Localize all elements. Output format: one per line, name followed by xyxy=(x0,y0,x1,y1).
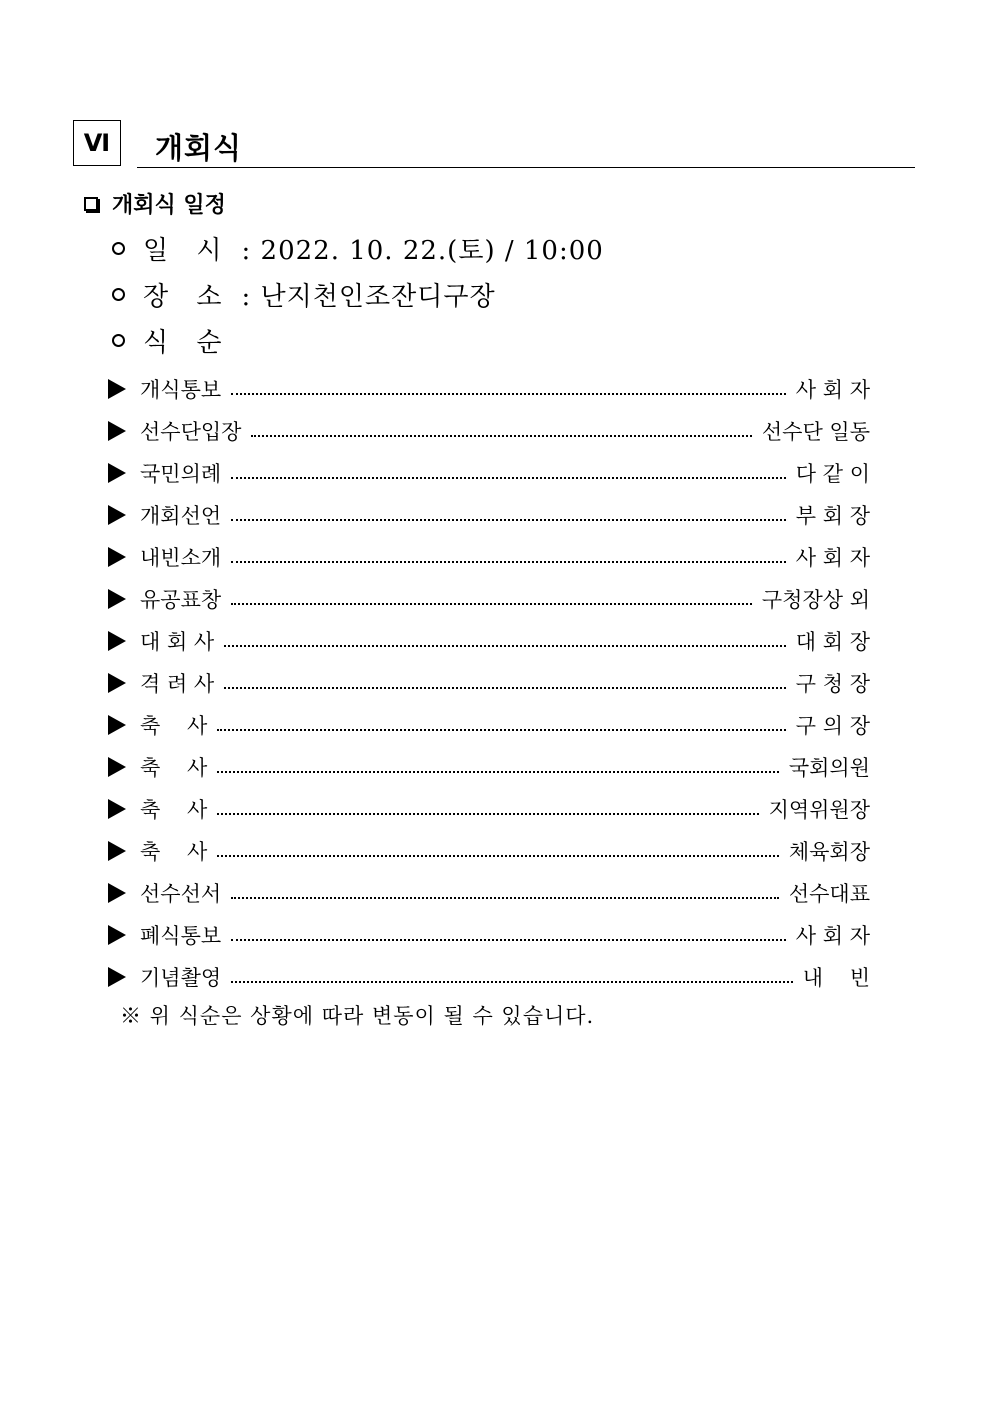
info-value: : 난지천인조잔디구장 xyxy=(241,282,496,312)
info-line-place xyxy=(112,276,496,313)
program-item-person: 선수대표 xyxy=(788,882,870,906)
triangle-bullet-icon xyxy=(108,421,126,441)
triangle-bullet-icon xyxy=(108,841,126,861)
info-line-program xyxy=(112,322,234,359)
program-row xyxy=(108,788,870,830)
subsection-title: 개회식 일정 xyxy=(112,193,226,218)
program-item-person: 국회의원 xyxy=(788,756,870,780)
program-item-person: 체육회장 xyxy=(788,840,870,864)
program-item-person: 지역위원장 xyxy=(768,798,870,822)
program-item-label: 기념촬영 xyxy=(140,966,222,990)
program-item-person: 구청장상 외 xyxy=(761,588,870,612)
program-item-person: 내 빈 xyxy=(802,966,870,990)
program-item-person: 선수단 일동 xyxy=(761,420,870,444)
section-header xyxy=(73,120,915,170)
program-row xyxy=(108,704,870,746)
triangle-bullet-icon xyxy=(108,715,126,735)
program-item-label: 내빈소개 xyxy=(140,546,222,570)
dotted-leader xyxy=(231,895,779,899)
program-item-label: 축 사 xyxy=(140,714,208,738)
program-row xyxy=(108,368,870,410)
triangle-bullet-icon xyxy=(108,673,126,693)
program-row xyxy=(108,536,870,578)
program-row xyxy=(108,620,870,662)
program-row xyxy=(108,578,870,620)
program-item-person: 사 회 자 xyxy=(795,378,870,402)
triangle-bullet-icon xyxy=(108,757,126,777)
program-item-person: 대 회 장 xyxy=(795,630,870,654)
program-item-person: 구 청 장 xyxy=(795,672,870,696)
dotted-leader xyxy=(224,643,786,647)
circle-bullet-icon xyxy=(112,334,125,347)
dotted-leader xyxy=(231,601,752,605)
dotted-leader xyxy=(217,727,786,731)
note-text: ※ 위 식순은 상황에 따라 변동이 될 수 있습니다. xyxy=(120,1004,595,1028)
triangle-bullet-icon xyxy=(108,799,126,819)
program-item-person: 구 의 장 xyxy=(795,714,870,738)
program-item-person: 사 회 자 xyxy=(795,546,870,570)
program-item-label: 선수단입장 xyxy=(140,420,242,444)
program-row xyxy=(108,662,870,704)
program-row xyxy=(108,830,870,872)
program-row xyxy=(108,872,870,914)
triangle-bullet-icon xyxy=(108,883,126,903)
info-value: : 2022. 10. 22.(토) / 10:00 xyxy=(241,236,604,266)
triangle-bullet-icon xyxy=(108,631,126,651)
program-item-person: 다 같 이 xyxy=(795,462,870,486)
section-number-box: Ⅵ xyxy=(73,120,121,166)
program-item-label: 축 사 xyxy=(140,756,208,780)
program-item-label: 개식통보 xyxy=(140,378,222,402)
dotted-leader xyxy=(224,685,786,689)
program-item-label: 선수선서 xyxy=(140,882,222,906)
program-row xyxy=(108,746,870,788)
info-label: 식 순 xyxy=(143,328,232,358)
program-row xyxy=(108,914,870,956)
triangle-bullet-icon xyxy=(108,463,126,483)
program-item-label: 격 려 사 xyxy=(140,672,215,696)
dotted-leader xyxy=(231,517,786,521)
circle-bullet-icon xyxy=(112,288,125,301)
program-list xyxy=(108,368,870,998)
program-item-label: 개회선언 xyxy=(140,504,222,528)
program-item-person: 부 회 장 xyxy=(795,504,870,528)
dotted-leader xyxy=(217,769,779,773)
dotted-leader xyxy=(231,979,793,983)
program-row xyxy=(108,494,870,536)
program-row xyxy=(108,410,870,452)
program-item-label: 폐식통보 xyxy=(140,924,222,948)
program-row xyxy=(108,956,870,998)
circle-bullet-icon xyxy=(112,242,125,255)
triangle-bullet-icon xyxy=(108,967,126,987)
dotted-leader xyxy=(217,811,758,815)
dotted-leader xyxy=(231,937,786,941)
program-row xyxy=(108,452,870,494)
dotted-leader xyxy=(231,391,786,395)
triangle-bullet-icon xyxy=(108,379,126,399)
program-item-label: 유공표창 xyxy=(140,588,222,612)
dotted-leader xyxy=(231,475,786,479)
program-item-label: 대 회 사 xyxy=(140,630,215,654)
dotted-leader xyxy=(217,853,779,857)
info-label: 일 시 xyxy=(143,236,232,266)
section-title: 개회식 xyxy=(155,131,243,165)
section-underline xyxy=(137,167,915,168)
triangle-bullet-icon xyxy=(108,547,126,567)
program-item-label: 축 사 xyxy=(140,840,208,864)
info-line-date xyxy=(112,230,604,267)
triangle-bullet-icon xyxy=(108,589,126,609)
program-item-label: 국민의례 xyxy=(140,462,222,486)
triangle-bullet-icon xyxy=(108,505,126,525)
dotted-leader xyxy=(231,559,786,563)
program-item-label: 축 사 xyxy=(140,798,208,822)
dotted-leader xyxy=(251,433,751,437)
program-item-person: 사 회 자 xyxy=(795,924,870,948)
info-label: 장 소 xyxy=(143,282,232,312)
checkbox-square-icon xyxy=(84,197,98,211)
triangle-bullet-icon xyxy=(108,925,126,945)
subsection-heading xyxy=(84,188,226,219)
